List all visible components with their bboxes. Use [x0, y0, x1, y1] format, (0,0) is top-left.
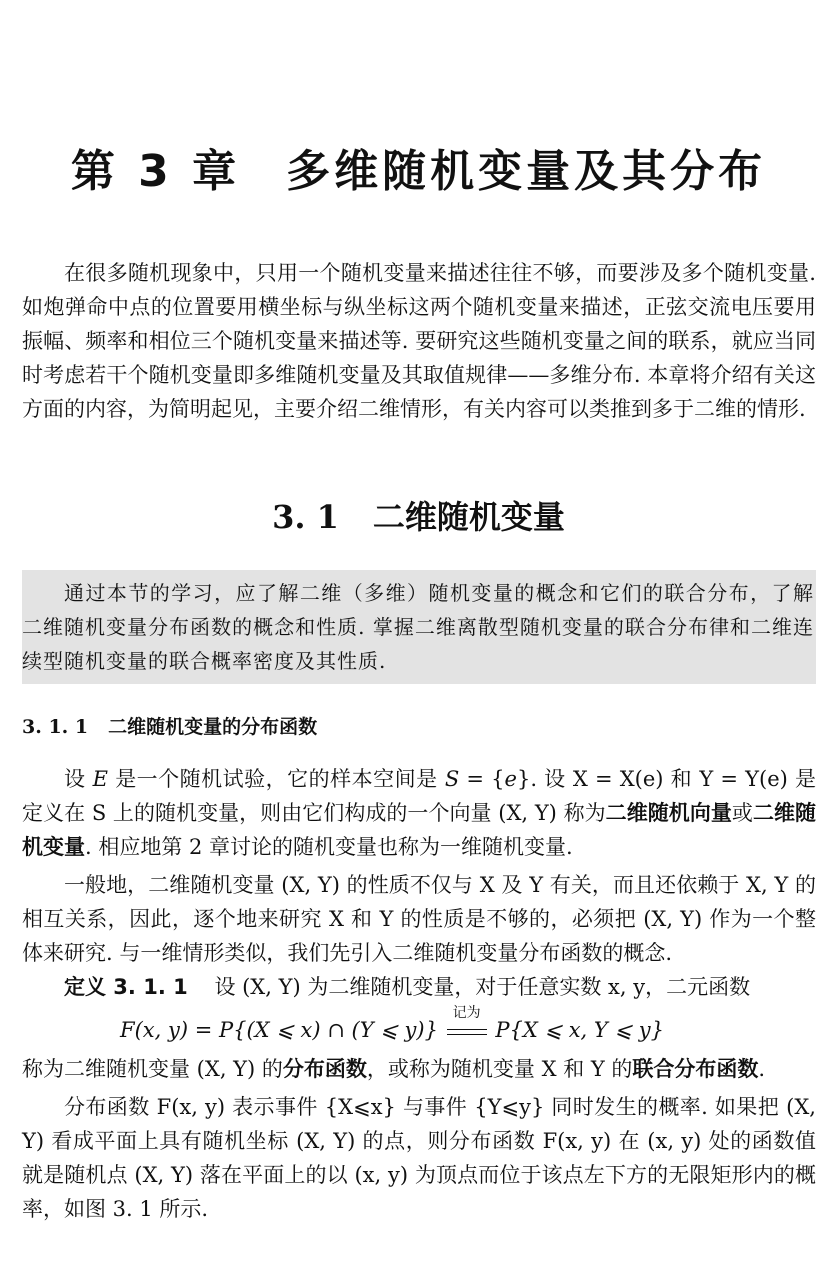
chapter-label: 第 3 章 [70, 146, 241, 197]
intro-paragraph: 在很多随机现象中，只用一个随机变量来描述往往不够，而要涉及多个随机变量. 如炮弹命中点的位置要用横坐标与纵坐标这两个随机变量来描述，正弦交流电压要用振幅、频率和相位三个随机变量来描述等. 要研究这些随机变量之间的联系，就应当同时考虑若干个随机变量即多维随机变量及其取值规律——多维分布. 本章将介绍有关这方面的内容，为简明起见，主要介绍二维情形，有关内容可以类推到多于二维的情形. [22, 261, 816, 421]
definition-3-1-1 [22, 970, 816, 1004]
term-joint-distribution-function: 联合分布函数 [632, 1057, 759, 1081]
definition-text: 设 (X, Y) 为二维随机变量，对于任意实数 x, y，二元函数 [214, 975, 751, 999]
learning-goals-text: 通过本节的学习，应了解二维（多维）随机变量的概念和它们的联合分布，了解二维随机变量分布函数的概念和性质. 掌握二维离散型随机变量的联合分布律和二维连续型随机变量的联合概率密度及其性质. [22, 581, 814, 673]
paragraph-definition-intro: 设 E 是一个随机试验，它的样本空间是 S = {e}. 设 X = X(e) 和 Y = Y(e) 是定义在 S 上的随机变量，则由它们构成的一个向量 (X, Y) 称为二维随机向量或二维随机变量. 相应地第 2 章讨论的随机变量也称为一维随机变量. [22, 767, 817, 859]
section-title [0, 492, 837, 538]
chapter-name: 多维随机变量及其分布 [286, 146, 767, 197]
term-distribution-function: 分布函数 [282, 1057, 367, 1081]
section-name: 二维随机变量 [372, 498, 565, 536]
section-number: 3. 1 [272, 498, 339, 536]
term-2d-random-variable: 二维随机变量 [22, 801, 817, 859]
formula-rhs: P{X ⩽ x, Y ⩽ y} [495, 1018, 664, 1042]
paragraph-properties: 一般地，二维随机变量 (X, Y) 的性质不仅与 X 及 Y 有关，而且还依赖于 X, Y 的相互关系，因此，逐个地来研究 X 和 Y 的性质是不够的，必须把 (X, Y) 作为一个整体来研究. 与一维情形类似，我们先引入二维随机变量分布函数的概念. [22, 873, 816, 965]
defined-as-sign: 记为 [445, 1018, 489, 1042]
chapter-title [0, 135, 837, 199]
subsection-name: 二维随机变量的分布函数 [108, 716, 318, 738]
paragraph-distribution-function: 称为二维随机变量 (X, Y) 的分布函数，或称为随机变量 X 和 Y 的联合分布函数. [22, 1057, 766, 1081]
definition-label: 定义 3. 1. 1 [64, 975, 188, 999]
formula-lhs: F(x, y) = P{(X ⩽ x) ∩ (Y ⩽ y)} [120, 1018, 438, 1042]
subsection-title [22, 712, 317, 739]
distribution-formula [120, 1005, 664, 1042]
paragraph-interpretation: 分布函数 F(x, y) 表示事件 {X⩽x} 与事件 {Y⩽y} 同时发生的概率. 如果把 (X, Y) 看成平面上具有随机坐标 (X, Y) 的点，则分布函数 F(x, y) 在 (x, y) 处的函数值就是随机点 (X, Y) 落在平面上的以 (x, y) 为顶点而位于该点左下方的无限矩形内的概率，如图 3. 1 所示. [22, 1095, 816, 1221]
term-2d-random-vector: 二维随机向量 [605, 801, 732, 825]
subsection-number: 3. 1. 1 [22, 716, 89, 738]
